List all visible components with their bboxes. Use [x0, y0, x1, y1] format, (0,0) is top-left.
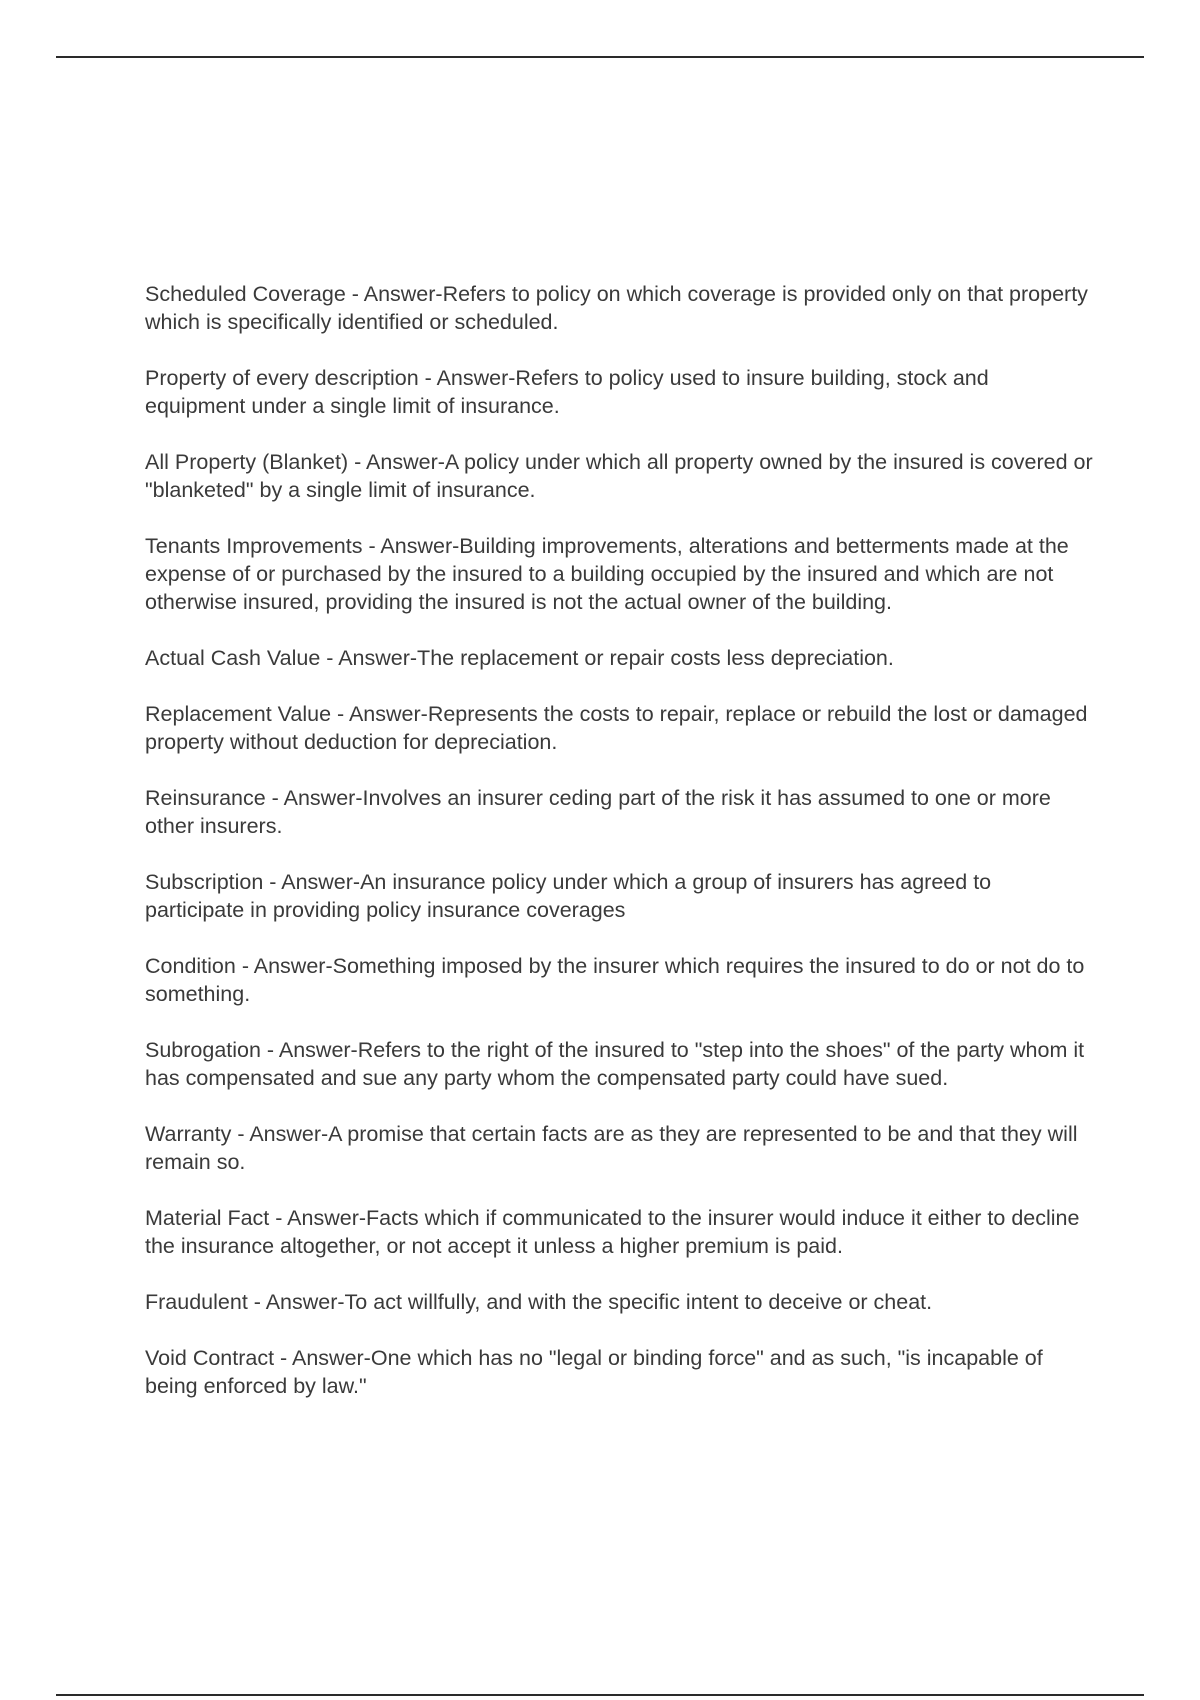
entry-all-property-blanket: All Property (Blanket) - Answer-A policy under which all property owned by the insured is covered or "blanketed" by a single limit of insurance.	[145, 450, 1093, 502]
entry-replacement-value: Replacement Value - Answer-Represents the costs to repair, replace or rebuild the lost or damaged property without deduction for depreciation.	[145, 702, 1088, 754]
entry-condition: Condition - Answer-Something imposed by the insurer which requires the insured to do or not do to something.	[145, 954, 1085, 1006]
entry-material-fact: Material Fact - Answer-Facts which if communicated to the insurer would induce it either to decline the insurance altogether, or not accept it unless a higher premium is paid.	[145, 1206, 1080, 1258]
document-body	[145, 280, 1095, 1428]
entry-tenants-improvements: Tenants Improvements - Answer-Building improvements, alterations and betterments made at the expense of or purchased by the insured to a building occupied by the insured and which are not otherwise insured, providing the insured is not the actual owner of the building.	[145, 534, 1069, 614]
footer-rule	[56, 1694, 1144, 1696]
entry-warranty: Warranty - Answer-A promise that certain facts are as they are represented to be and that they will remain so.	[145, 1122, 1078, 1174]
entry-reinsurance: Reinsurance - Answer-Involves an insurer ceding part of the risk it has assumed to one or more other insurers.	[145, 786, 1051, 838]
entry-property-of-every-description: Property of every description - Answer-Refers to policy used to insure building, stock and equipment under a single limit of insurance.	[145, 366, 989, 418]
entry-fraudulent: Fraudulent - Answer-To act willfully, and with the specific intent to deceive or cheat.	[145, 1290, 933, 1314]
entry-subrogation: Subrogation - Answer-Refers to the right of the insured to "step into the shoes" of the party whom it has compensated and sue any party whom the compensated party could have sued.	[145, 1038, 1085, 1090]
entry-actual-cash-value: Actual Cash Value - Answer-The replacement or repair costs less depreciation.	[145, 646, 894, 670]
entry-subscription: Subscription - Answer-An insurance policy under which a group of insurers has agreed to participate in providing policy insurance coverages	[145, 870, 992, 922]
entry-scheduled-coverage: Scheduled Coverage - Answer-Refers to policy on which coverage is provided only on that property which is specifically identified or scheduled.	[145, 282, 1088, 334]
header-rule	[56, 56, 1144, 58]
entry-void-contract: Void Contract - Answer-One which has no "legal or binding force" and as such, "is incapable of being enforced by law."	[145, 1346, 1043, 1398]
